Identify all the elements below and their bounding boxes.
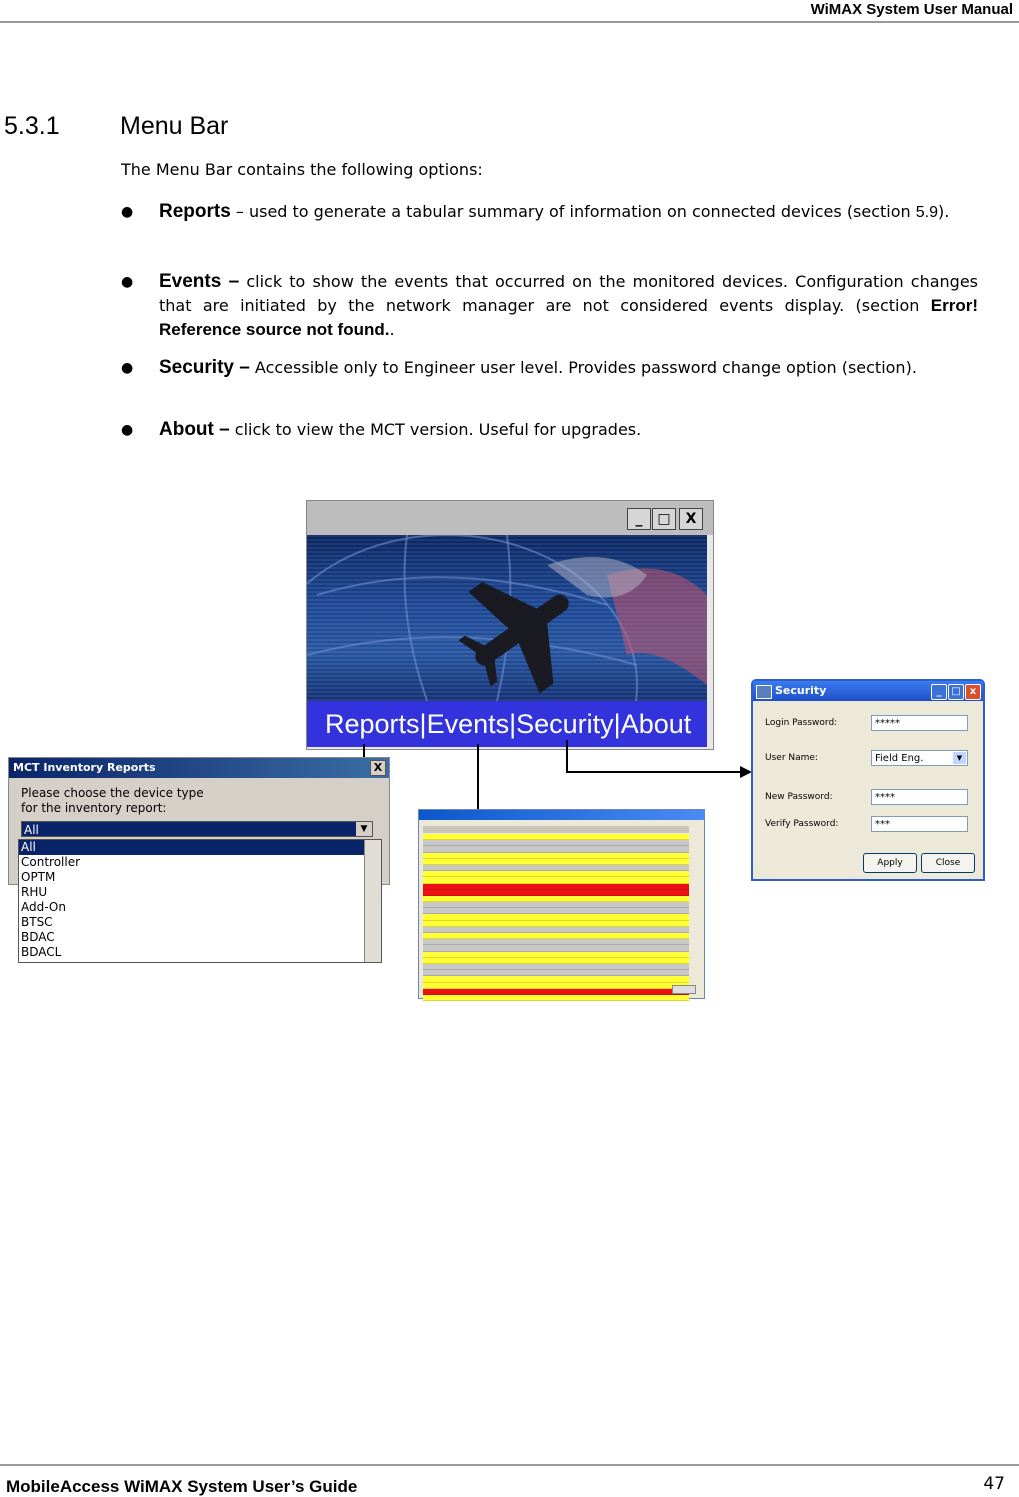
maximize-icon[interactable]: □: [948, 684, 964, 700]
new-password-label: New Password:: [765, 792, 833, 802]
maximize-button[interactable]: □: [652, 508, 676, 530]
inventory-title: MCT Inventory Reports: [13, 761, 156, 774]
security-title-bar: [753, 681, 983, 701]
login-password-label: Login Password:: [765, 718, 838, 728]
menu-separator: |: [419, 709, 427, 739]
list-item[interactable]: OPTM: [21, 870, 56, 884]
bullet-dot: ●: [121, 274, 134, 290]
arrow-to-security: [567, 740, 740, 772]
bullet-term: Security –: [159, 357, 250, 378]
header-title: WiMAX System User Manual: [810, 1, 1013, 18]
menu-separator: |: [613, 709, 621, 739]
table-row: [423, 995, 689, 1001]
close-icon[interactable]: x: [965, 684, 981, 700]
list-item[interactable]: BDAC: [21, 930, 55, 944]
app-icon: [756, 685, 772, 699]
minimize-button[interactable]: _: [627, 508, 651, 530]
user-name-label: User Name:: [765, 753, 818, 763]
events-table-header: [423, 826, 689, 833]
bullet-sep: –: [230, 202, 249, 221]
section-title: Menu Bar: [120, 112, 229, 140]
list-scrollbar[interactable]: [364, 840, 381, 962]
bullet-term: Reports: [159, 201, 231, 222]
menu-security[interactable]: Security: [516, 709, 614, 739]
user-name-value: Field Eng.: [875, 753, 924, 764]
login-password-field[interactable]: *****: [871, 715, 968, 731]
inventory-close-button[interactable]: X: [370, 760, 386, 776]
close-button[interactable]: X: [679, 508, 703, 530]
close-button[interactable]: Close: [921, 853, 975, 873]
bullet-term: About –: [159, 419, 230, 440]
footer-guide-title: MobileAccess WiMAX System User’s Guide: [6, 1477, 358, 1496]
security-dialog: [751, 679, 985, 881]
apply-button[interactable]: Apply: [863, 853, 917, 873]
section-number: 5.3.1: [4, 112, 60, 140]
inventory-prompt: [21, 786, 321, 816]
selected-device-type: All: [24, 823, 39, 837]
list-item[interactable]: All: [19, 840, 381, 855]
bullet-text: click to show the events that occurred on the monitored devices. Configuration changes that are initiated by the network manager are not considered events display. (section: [159, 272, 979, 315]
section-ref-error: Error! Reference source not found.: [159, 296, 978, 339]
events-title-bar: [419, 810, 704, 820]
events-table: [423, 834, 689, 1001]
chevron-down-icon[interactable]: ▼: [953, 752, 966, 764]
menu-separator: |: [509, 709, 517, 739]
list-item[interactable]: BTSC: [21, 915, 53, 929]
new-password-field[interactable]: ****: [871, 789, 968, 805]
list-item[interactable]: Controller: [21, 855, 81, 869]
events-dialog: [418, 809, 705, 999]
list-item[interactable]: RHU: [21, 885, 48, 899]
verify-password-field[interactable]: ***: [871, 816, 968, 832]
footer-rule: [0, 1464, 1019, 1466]
prompt-line-2: for the inventory report:: [21, 801, 167, 815]
user-name-select[interactable]: [871, 750, 968, 766]
list-item[interactable]: BDACL: [21, 945, 62, 959]
bullet-dot: ●: [121, 360, 134, 376]
bullet-text: used to generate a tabular summary of information on connected devices (section: [248, 202, 916, 221]
device-type-list[interactable]: [18, 839, 382, 963]
minimize-icon[interactable]: _: [931, 684, 947, 700]
verify-password-label: Verify Password:: [765, 819, 839, 829]
intro-text: The Menu Bar contains the following options:: [121, 160, 483, 179]
device-type-select[interactable]: [21, 821, 373, 837]
bullet-tail: ).: [938, 202, 950, 221]
chevron-down-icon[interactable]: ▼: [356, 822, 372, 836]
bullet-tail: .: [389, 320, 395, 339]
page-number: 47: [983, 1474, 1005, 1494]
security-title: Security: [775, 684, 827, 697]
events-close-button[interactable]: [672, 985, 696, 994]
prompt-line-1: Please choose the device type: [21, 786, 204, 800]
section-ref-link[interactable]: 5.9: [915, 204, 939, 221]
menu-about[interactable]: About: [620, 709, 692, 739]
bullet-term: Events –: [159, 271, 240, 292]
list-item[interactable]: Add-On: [21, 900, 66, 914]
menu-events[interactable]: Events: [426, 709, 510, 739]
bullet-dot: ●: [121, 422, 134, 438]
menu-reports[interactable]: Reports: [325, 709, 420, 739]
bullet-text: click to view the MCT version. Useful for upgrades.: [229, 420, 642, 439]
bullet-text: Accessible only to Engineer user level. Provides password change option (section).: [249, 358, 917, 377]
bullet-dot: ●: [121, 204, 134, 220]
inventory-title-bar: [9, 758, 389, 778]
